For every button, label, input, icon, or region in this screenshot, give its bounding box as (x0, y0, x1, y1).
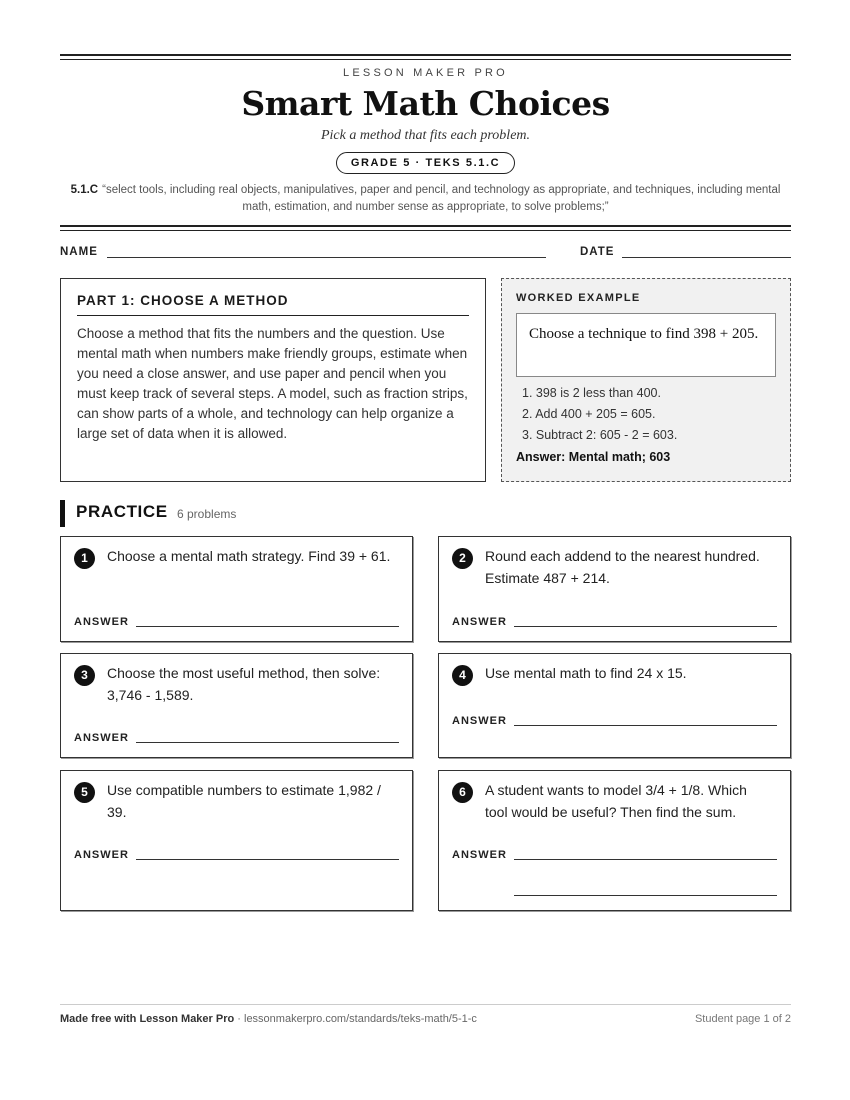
footer-url[interactable]: lessonmakerpro.com/standards/teks-math/5-1-c (244, 1013, 477, 1025)
worked-example-prompt: Choose a technique to find 398 + 205. (516, 313, 776, 377)
worked-example-steps (516, 383, 776, 446)
page-title: Smart Math Choices (241, 84, 610, 123)
worked-example-heading: WORKED EXAMPLE (516, 292, 641, 304)
footer-page-number: Student page 1 of 2 (694, 1013, 791, 1025)
header-bottom-rule (60, 225, 791, 227)
problem-card-6 (438, 770, 791, 911)
problem-card-3 (60, 653, 413, 758)
problem-card-2 (438, 536, 791, 642)
answer-label: ANSWER (74, 849, 129, 861)
grade-badge: GRADE 5 · TEKS 5.1.C (336, 152, 515, 174)
problem-text-6: A student wants to model 3/4 + 1/8. Which tool would be useful? Then find the sum. (485, 782, 747, 820)
problem-text-4: Use mental math to find 24 x 15. (485, 665, 687, 681)
answer-row-5 (74, 848, 399, 862)
worked-step: 3. Subtract 2: 605 - 2 = 603. (522, 428, 678, 442)
answer-field-5[interactable] (136, 859, 399, 860)
top-rule (60, 54, 791, 56)
problem-number-6: 6 (452, 782, 473, 803)
page-footer (60, 1004, 791, 1025)
problem-text-1: Choose a mental math strategy. Find 39 + 61. (107, 548, 391, 564)
problem-card-5 (60, 770, 413, 911)
part1-panel (60, 278, 486, 482)
name-field[interactable] (107, 257, 546, 258)
answer-label: ANSWER (452, 616, 507, 628)
answer-label: ANSWER (74, 732, 129, 744)
page-subtitle: Pick a method that fits each problem. (320, 128, 531, 143)
answer-label: ANSWER (452, 849, 507, 861)
problem-text-2: Round each addend to the nearest hundred. Estimate 487 + 214. (485, 548, 760, 586)
brand-name: LESSON MAKER PRO (343, 67, 508, 79)
problem-text-5: Use compatible numbers to estimate 1,982 / 39. (107, 782, 381, 820)
name-date-row (60, 246, 791, 262)
worked-example-panel (501, 278, 791, 482)
standard-code: 5.1.C (70, 184, 99, 196)
problem-number-1: 1 (74, 548, 95, 569)
problem-text-3: Choose the most useful method, then solve: 3,746 - 1,589. (107, 665, 381, 703)
worksheet-page (60, 0, 791, 1100)
answer-field-2[interactable] (514, 626, 777, 627)
answer-field-3[interactable] (136, 742, 399, 743)
date-field[interactable] (622, 257, 791, 258)
badge-container (60, 152, 791, 174)
name-label: NAME (60, 246, 98, 258)
problem-card-1 (60, 536, 413, 642)
date-label: DATE (580, 246, 615, 258)
problem-number-5: 5 (74, 782, 95, 803)
problem-number-2: 2 (452, 548, 473, 569)
part1-body: Choose a method that fits the numbers and the question. Use mental math when numbers make friendly groups, estimate when you need a close answer, and use paper and pencil when you must keep track of several steps. A model, such as fraction strips, can show parts of a whole, and technology can help organize a large set of data when it is allowed. (77, 326, 468, 441)
practice-count: 6 problems (177, 507, 237, 521)
worked-step: 2. Add 400 + 205 = 605. (522, 407, 656, 421)
standard-statement (60, 182, 791, 216)
answer-field-1[interactable] (136, 626, 399, 627)
practice-accent-bar (60, 500, 65, 527)
footer-separator: · (234, 1013, 244, 1025)
answer-row-6 (452, 848, 777, 862)
problem-number-3: 3 (74, 665, 95, 686)
standard-text: “select tools, including real objects, manipulatives, paper and pencil, and technology as appropriate, and techniques, including mental math, estimation, and number sense as appropriate, to solve problems;” (102, 184, 781, 213)
answer-row-1 (74, 615, 399, 629)
problem-number-4: 4 (452, 665, 473, 686)
answer-field-6[interactable] (514, 859, 777, 860)
practice-title: PRACTICE (76, 502, 168, 521)
answer-label: ANSWER (74, 616, 129, 628)
practice-header (60, 500, 791, 527)
answer-row-4 (452, 714, 777, 728)
answer-label: ANSWER (452, 715, 507, 727)
answer-row-2 (452, 615, 777, 629)
answer-field-4[interactable] (514, 725, 777, 726)
part1-heading: PART 1: CHOOSE A METHOD (77, 293, 469, 316)
answer-field-6-extra[interactable] (514, 895, 777, 896)
worked-example-answer: Answer: Mental math; 603 (516, 450, 671, 464)
footer-made-with: Made free with Lesson Maker Pro (60, 1013, 235, 1025)
worked-step: 1. 398 is 2 less than 400. (522, 386, 661, 400)
answer-row-3 (74, 731, 399, 745)
problem-card-4 (438, 653, 791, 758)
